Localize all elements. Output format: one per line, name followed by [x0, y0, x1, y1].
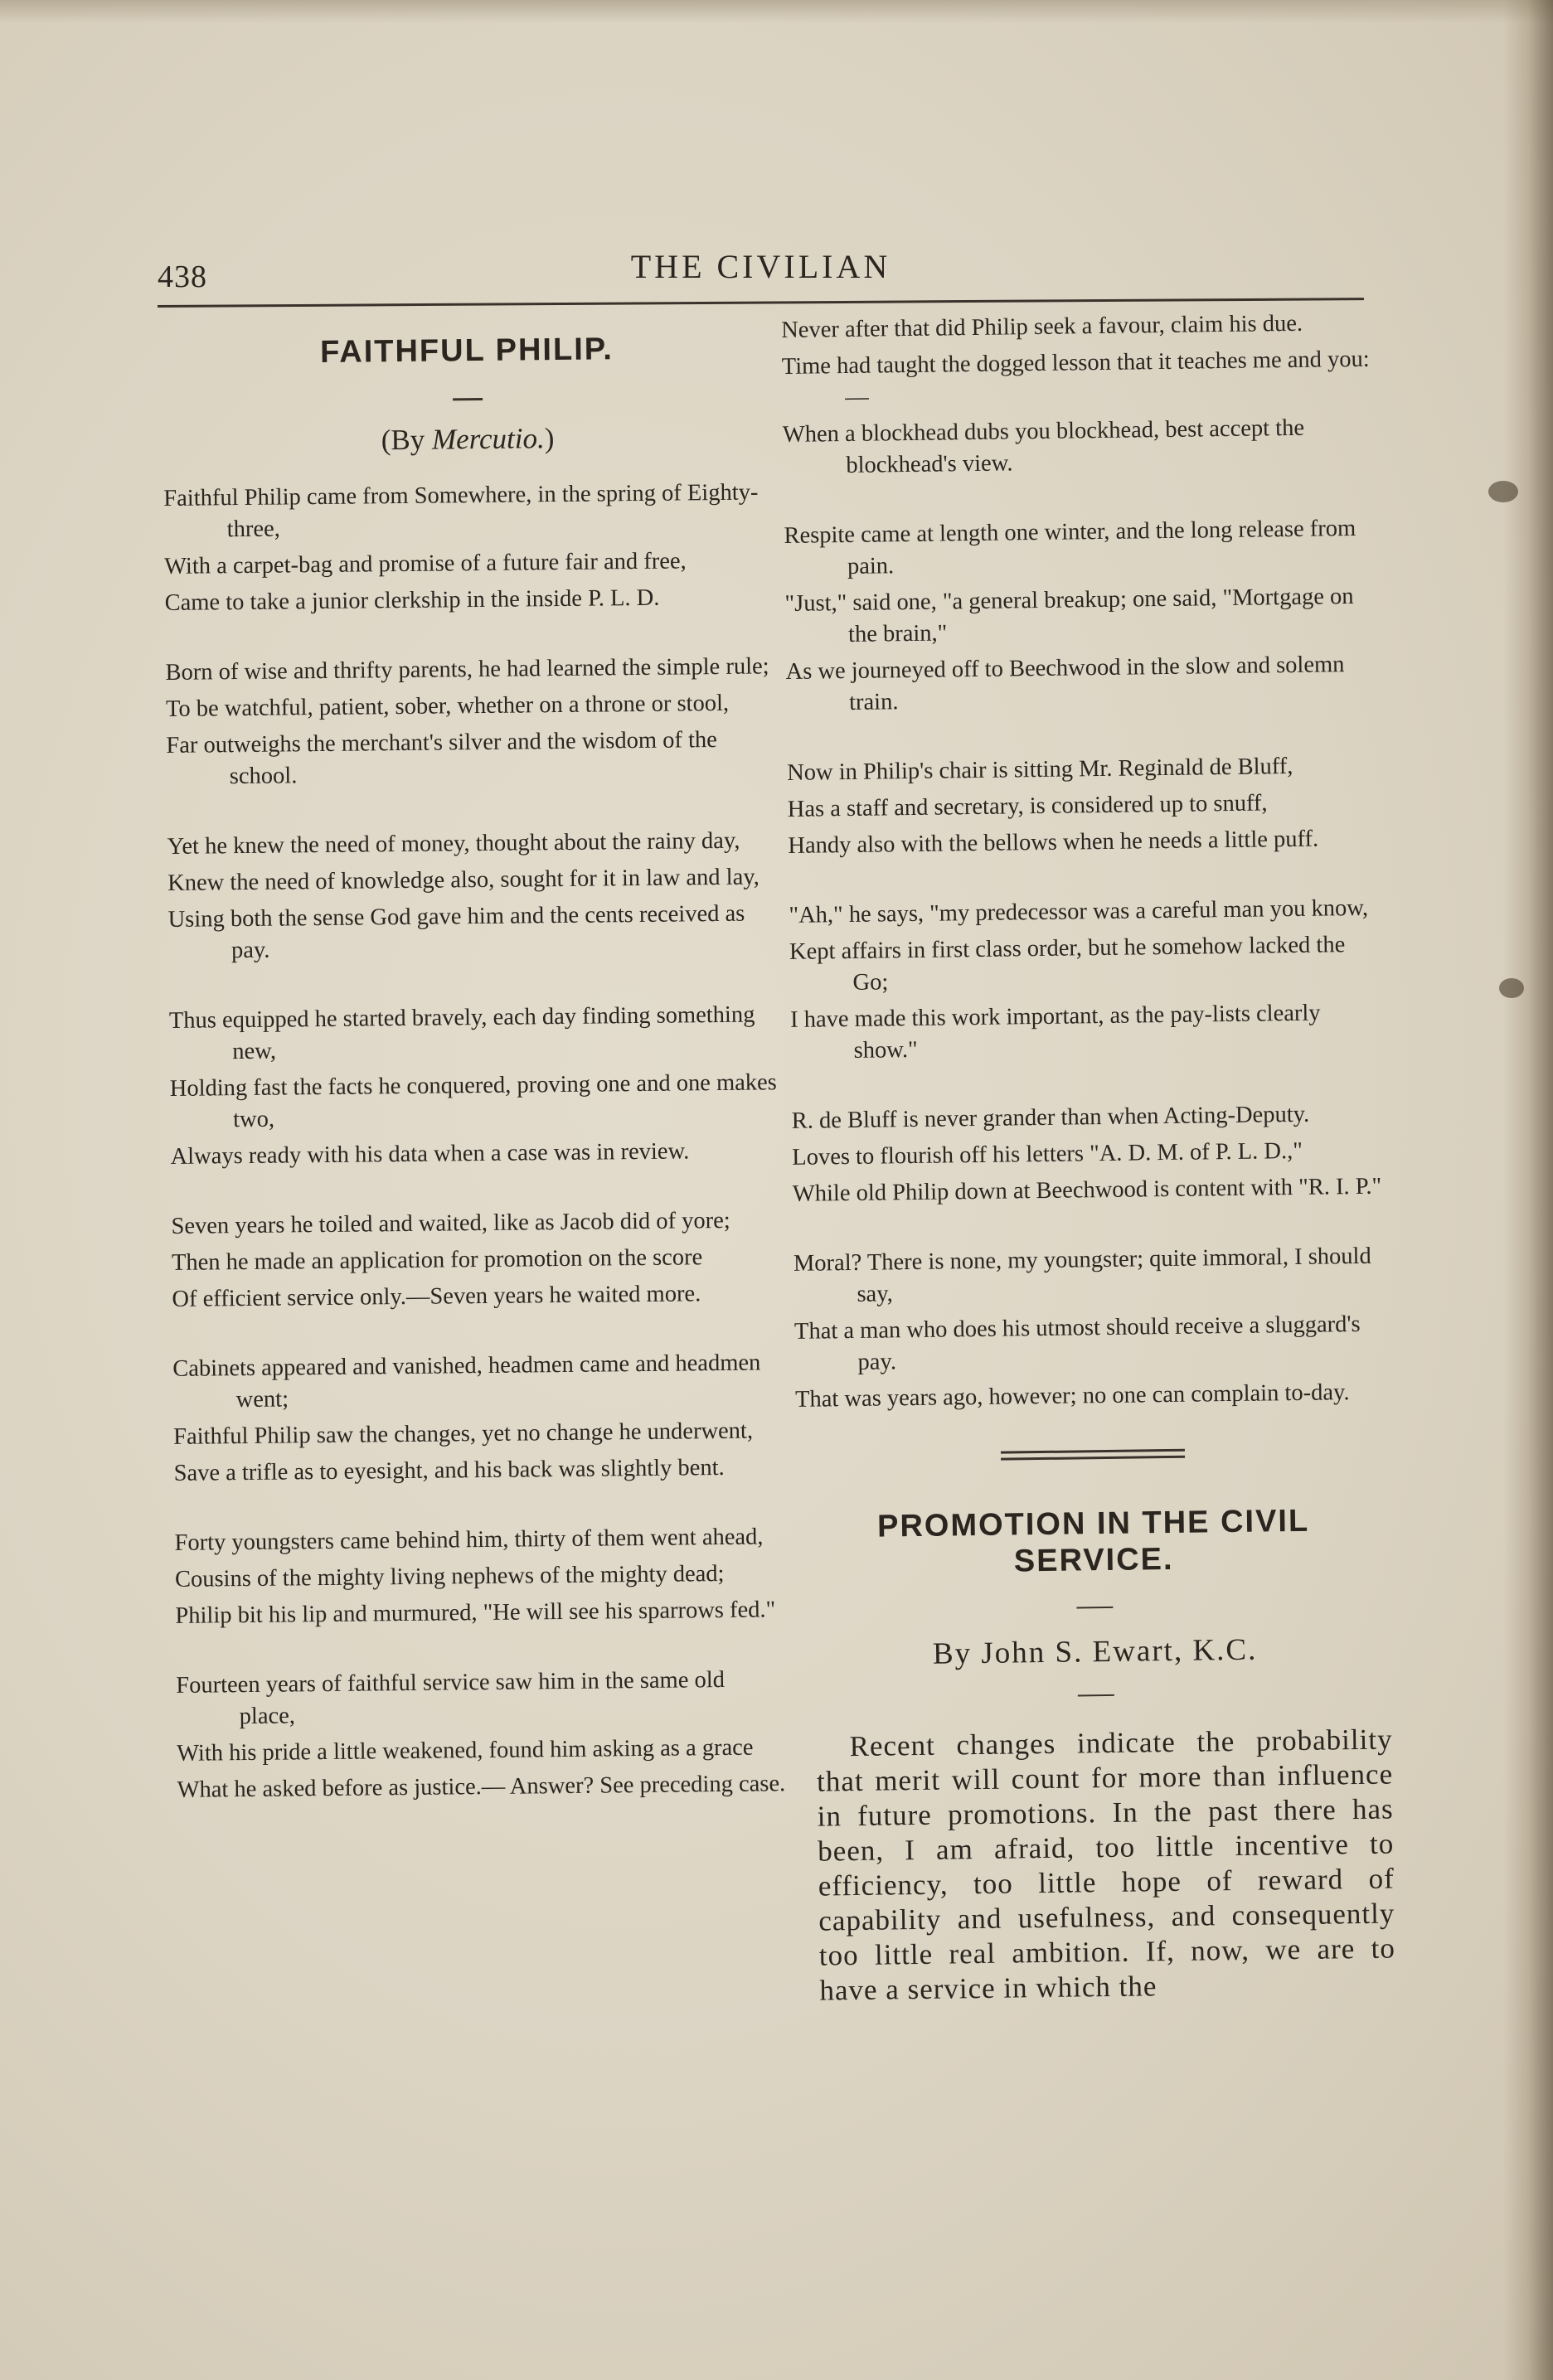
poem-line: Came to take a junior clerkship in the inside P. L. D.	[164, 584, 660, 616]
poem-line: Time had taught the dogged lesson that it teaches me and you:—	[781, 346, 1370, 410]
poem-line: Kept affairs in first class order, but he somehow lacked the Go;	[789, 932, 1346, 996]
section-divider	[1000, 1449, 1184, 1461]
article-byline-dash	[1077, 1694, 1114, 1697]
poem-stanza	[793, 1241, 1389, 1416]
right-stanzas	[781, 308, 1388, 1416]
poem-stanza	[171, 1205, 781, 1316]
poem-line: R. de Bluff is never grander than when Acting-Deputy.	[791, 1101, 1310, 1134]
poem-stanza	[781, 308, 1376, 482]
poem-line: As we journeyed off to Beechwood in the slow and solemn train.	[785, 652, 1345, 715]
poem-line: Handy also with the bellows when he needs a little puff.	[788, 826, 1319, 859]
poem-line: Now in Philip's chair is sitting Mr. Reginald de Bluff,	[787, 753, 1293, 786]
poem-line: Always ready with his data when a case was in review.	[170, 1138, 690, 1170]
byline-author: Mercutio.	[431, 422, 545, 456]
poem-stanza	[784, 513, 1379, 720]
poem-line: Philip bit his lip and murmured, "He will see his sparrows fed."	[175, 1597, 776, 1629]
article-byline: By John S. Ewart, K.C.	[932, 1632, 1258, 1671]
poem-line: Of efficient service only.—Seven years he waited more.	[172, 1281, 701, 1312]
poem-title: FAITHFUL PHILIP.	[319, 332, 614, 370]
article-title: PROMOTION IN THE CIVIL SERVICE.	[876, 1503, 1310, 1579]
page-edge-shadow	[0, 0, 1553, 23]
poem-stanza	[791, 1098, 1386, 1210]
poem-line: Moral? There is none, my youngster; quite immoral, I should say,	[793, 1243, 1371, 1307]
poem-line: When a blockhead dubs you blockhead, best accept the blockhead's view.	[782, 414, 1305, 478]
poem-stanza	[169, 999, 780, 1173]
poem-stanza	[165, 651, 776, 793]
poem-line: Cousins of the mighty living nephews of the mighty dead;	[174, 1560, 725, 1592]
poem-stanza	[787, 750, 1381, 862]
poem-stanza	[789, 893, 1384, 1068]
poem-line: Faithful Philip saw the changes, yet no change he underwent,	[173, 1418, 754, 1450]
poem-line: "Ah," he says, "my predecessor was a careful man you know,	[789, 894, 1369, 928]
poem-line: Using both the sense God gave him and the cents received as pay.	[167, 900, 745, 964]
page-header	[158, 240, 1364, 307]
poem-stanza	[167, 825, 779, 967]
poem-line: While old Philip down at Beechwood is content with "R. I. P."	[792, 1173, 1382, 1207]
poem-line: Fourteen years of faithful service saw him in the same old place,	[176, 1666, 726, 1730]
poem-line: Far outweighs the merchant's silver and the wisdom of the school.	[166, 727, 718, 790]
running-title: THE CIVILIAN	[630, 248, 891, 285]
poem-stanza	[174, 1521, 784, 1632]
poem-line: Thus equipped he started bravely, each day finding something new,	[168, 1001, 755, 1065]
article-body: Recent changes indicate the probability that merit will count for more than influence in future promotions. In the past there has been, I am afraid, too little incentive to efficiency, too little hope of reward of capability and usefulness, and consequently too little real ambition. If, now, we are to have a service in which the	[816, 1723, 1396, 2007]
poem-line: Faithful Philip came from Somewhere, in the spring of Eighty-three,	[163, 479, 759, 543]
poem-line: What he asked before as justice.— Answer? See preceding case.	[177, 1771, 786, 1803]
poem-stanza	[176, 1664, 787, 1806]
poem-line: With his pride a little weakened, found him asking as a grace	[177, 1734, 754, 1767]
poem-line: Never after that did Philip seek a favour, claim his due.	[781, 310, 1303, 343]
byline-prefix: (By	[381, 423, 433, 457]
byline-suffix: )	[544, 422, 555, 455]
poem-stanza	[163, 477, 774, 619]
poem-line: That was years ago, however; no one can complain to-day.	[794, 1379, 1350, 1413]
ink-blot	[1499, 978, 1524, 998]
poem-line: Born of wise and thrifty parents, he had learned the simple rule;	[165, 653, 769, 686]
poem-line: Respite came at length one winter, and the long release from pain.	[784, 515, 1356, 579]
poem-line: Has a staff and secretary, is considered up to snuff,	[787, 790, 1268, 822]
poem-stanza	[172, 1347, 784, 1490]
poem-line: With a carpet-bag and promise of a future fair and free,	[164, 548, 687, 579]
poem-line: That a man who does his utmost should receive a sluggard's pay.	[793, 1311, 1361, 1375]
poem-line: Seven years he toiled and waited, like as Jacob did of yore;	[171, 1207, 730, 1239]
poem-line: Cabinets appeared and vanished, headmen came and headmen went;	[172, 1350, 761, 1413]
poem-line: Holding fast the facts he conquered, proving one and one makes two,	[169, 1069, 777, 1133]
poem-line: To be watchful, patient, sober, whether on a throne or stool,	[165, 690, 730, 722]
poem-line: Forty youngsters came behind him, thirty of them went ahead,	[174, 1524, 764, 1556]
left-column	[162, 308, 787, 1811]
poem-line: Loves to flourish off his letters "A. D. M. of P. L. D.,"	[792, 1137, 1303, 1171]
poem-line: Yet he knew the need of money, thought about the rainy day,	[167, 827, 740, 860]
binding-spine-shadow	[1503, 0, 1553, 2380]
ink-blot	[1488, 481, 1518, 502]
poem-line: I have made this work important, as the pay-lists clearly show."	[789, 1000, 1321, 1064]
poem-line: Knew the need of knowledge also, sought for it in law and lay,	[167, 864, 760, 896]
poem-line: Then he made an application for promotion on the score	[171, 1244, 703, 1276]
left-stanzas	[163, 477, 787, 1806]
article-title-dash	[1076, 1607, 1113, 1609]
right-column	[781, 308, 1396, 2009]
poem-byline	[163, 420, 772, 458]
poem-line: "Just," said one, "a general breakup; one said, "Mortgage on the brain,"	[784, 583, 1354, 647]
title-dash	[453, 398, 483, 400]
poem-line: Save a trifle as to eyesight, and his back was slightly bent.	[173, 1454, 725, 1486]
page-number: 438	[158, 259, 207, 294]
